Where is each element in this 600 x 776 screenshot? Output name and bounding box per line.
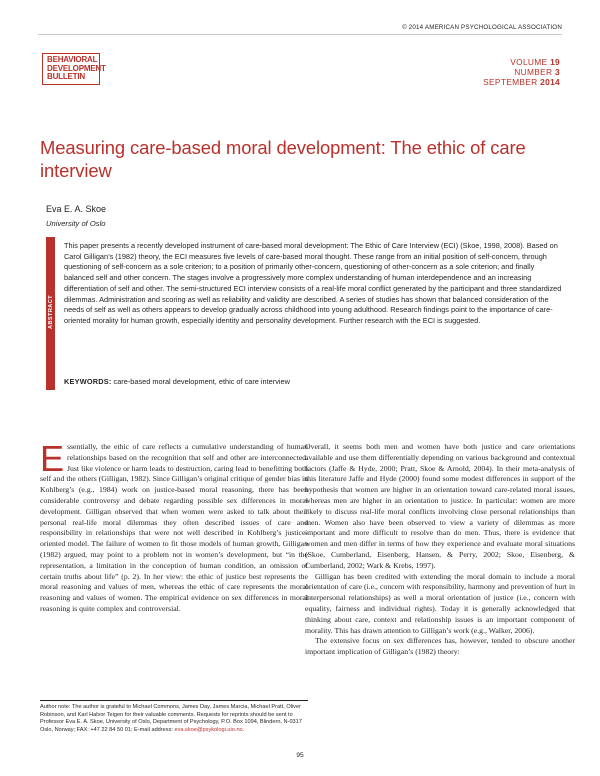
keywords-label: KEYWORDS:: [64, 377, 112, 386]
issue-month: SEPTEMBER: [483, 77, 538, 87]
footnote-divider: [40, 700, 308, 701]
header-divider: [38, 34, 562, 35]
page-number: 95: [296, 752, 304, 759]
logo-line-1: BEHAVIORAL: [47, 55, 98, 64]
logo-line-3: BULLETIN: [47, 72, 85, 82]
volume-label: VOLUME: [510, 57, 548, 67]
body-column-right: [305, 442, 575, 658]
author-note-end: .: [242, 727, 245, 734]
number-value: 3: [555, 67, 560, 77]
body-paragraph: [40, 438, 308, 615]
number-line: [483, 67, 560, 77]
article-title: Measuring care-based moral development: The ethic of care interview: [40, 137, 526, 181]
logo-line-2: DEVELOPMENT: [47, 63, 106, 73]
number-label: NUMBER: [514, 67, 553, 77]
body-paragraph: The extensive focus on sex differences has, however, tended to obscure another important implication of Gilligan’s (1982) theory:: [305, 636, 575, 657]
author-note: [40, 704, 308, 735]
article-author: Eva E. A. Skoe: [46, 204, 107, 214]
abstract-text: This paper presents a recently developed instrument of care-based moral development: The Ethic of Care Interview (ECI) (Skoe, 1998, 2008). Based on Carol Gilligan’s (1982) theory, the ECI measures five levels of care-based moral thought. These range from an initial position of self-concern, through questioning of self-concern as a sole criterion; to a position of primarily other-concern, questioning of other-concern as a sole criterion; and finally balanced self and other concern. The stages involve a progressively more complex understanding of human interdependence and an increasing differentiation of self and other. The semi-structured ECI interview consists of a real-life moral conflict generated by the participant and three standardized dilemmas. Administration and scoring as well as reliability and validity are described. A series of studies has shown that balanced consideration of the needs of self as well as others appears to develop gradually across childhood into young adulthood. Research findings point to the importance of care-oriented morality for human growth, especially identity and personality development. Further research with the ECI is suggested.: [64, 241, 562, 325]
author-note-text: Author note: The author is grateful to Michael Commons, James Day, James Marcia, Michael Pratt, Oliver Robinson, and Karl Halvor Teigen for their valuable comments. Requests for reprints should be sent to Professor Eva E. A. Skoe, University of Oslo, Department of Psychology, P.O. Box 1094, Blindern, N-0317 Oslo, Norway; FAX: +47 22 84 50 01; E-mail address:: [40, 704, 302, 734]
keywords-text: care-based moral development, ethic of care interview: [113, 377, 290, 386]
volume-line: [483, 57, 560, 67]
issue-info: [483, 57, 560, 87]
body-paragraph: Gilligan has been credited with extending the moral domain to include a moral orientation of care (i.e., concern with responsibility, harmony and prevention of hurt in interpersonal relationships) as well a moral orientation of justice (i.e., concern with equality, fairness and individual rights). Today it is generally acknowledged that thinking about care, context and relationship issues is an important component of morality. This has drawn attention to Gilligan’s work (e.g., Walker, 2006).: [305, 571, 575, 635]
journal-logo: [42, 53, 106, 85]
abstract-label-text: ABSTRACT: [47, 295, 54, 329]
keywords: [64, 377, 290, 386]
abstract-label: [45, 291, 56, 333]
volume-value: 19: [550, 57, 560, 67]
issue-year: 2014: [540, 77, 560, 87]
copyright-notice: © 2014 AMERICAN PSYCHOLOGICAL ASSOCIATION: [402, 24, 562, 31]
author-email-link[interactable]: eva.skoe@psykologi.uio.no: [174, 727, 243, 734]
date-line: [483, 77, 560, 87]
body-column-left: [40, 438, 308, 615]
drop-cap: E: [40, 438, 65, 479]
author-affiliation: University of Oslo: [46, 219, 106, 228]
body-paragraph-text: ssentially, the ethic of care reflects a cumulative understanding of human relationships based on the recognition that self and other are interconnected. Just like violence or harm leads to destruction, caring lead to benefitting both self and the others (Gilligan, 1982). Since Gilligan’s original critique of gender bias in Kohlberg’s (e.g., 1984) work on justice-based moral reasoning, there has been considerable controversy and debate regarding possible sex differences in moral development. Gilligan observed that when women were asked to talk about their personal real-life moral dilemmas they often described issues of care and responsibility in relationships that were not well described in Kohlberg’s justice-oriented model. The failure of women to fit those models of human growth, Gilligan (1982) argued, may point to a problem not in women’s development, but “in the representation, a limitation in the conception of human condition, an omission of certain truths about life” (p. 2). In her view: the ethic of justice best represents the moral reasoning and values of men, whereas the ethic of care represents the moral reasoning and values of women. The empirical evidence on sex differences in moral reasoning is quite complex and controversial.: [40, 442, 308, 613]
body-paragraph: Overall, it seems both men and women have both justice and care orientations available and use them differentially depending on various background and contextual factors (Jaffe & Hyde, 2000; Pratt, Skoe & Arnold, 2004). In their meta-analysis of this literature Jaffe and Hyde (2000) found some modest differences in support of the hypothesis that women are higher in an orientation toward care-related moral issues, whereas men are higher in an orientation to justice. In particular: women are more likely to discuss real-life moral conflicts involving close personal relationships than men. Women also have been observed to view a variety of dilemmas as more important and more difficult to resolve than do men. Thus, there is evidence that women and men differ in terms of how they experience and evaluate moral situations (Skoe, Cumberland, Eisenberg, Hansen, & Perry, 2002; Skoe, Eisenberg, & Cumberland, 2002; Wark & Krebs, 1997).: [305, 442, 575, 570]
